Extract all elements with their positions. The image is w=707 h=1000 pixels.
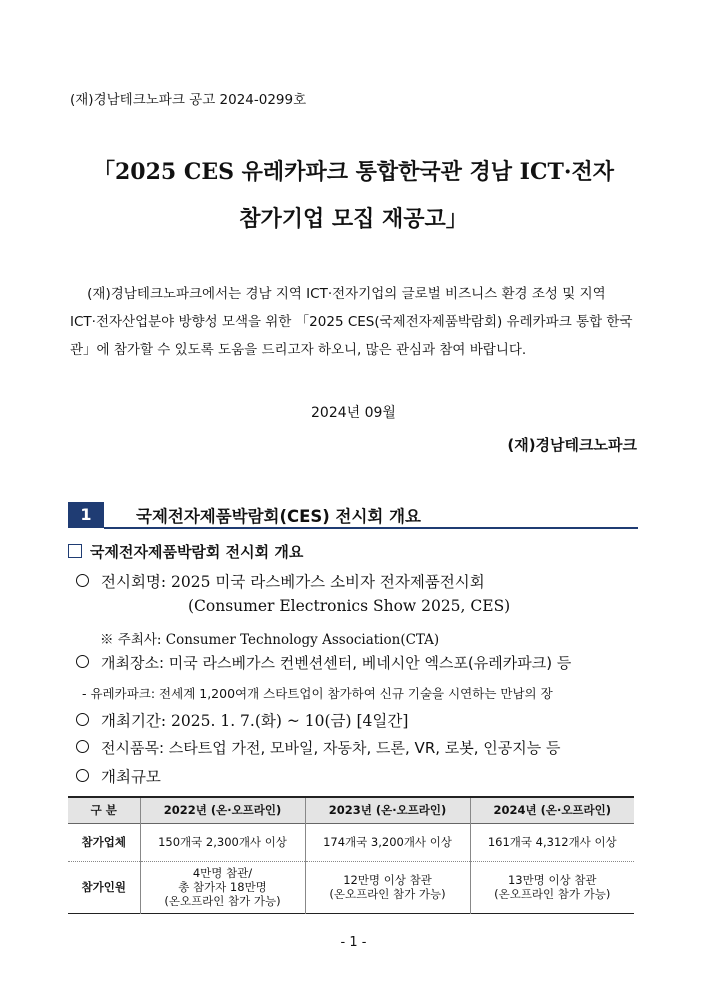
table-header: 2022년 (온·오프라인) (140, 797, 305, 823)
organization-name: (재)경남테크노파크 (507, 436, 637, 454)
cell-line: (온오프라인 참가 가능) (164, 894, 281, 908)
period: 개최기간: 2025. 1. 7.(화) ~ 10(금) [4일간] (101, 712, 409, 730)
document-title-line1: 「2025 CES 유레카파크 통합한국관 경남 ICT·전자 (92, 159, 615, 185)
intro-line: (재)경남테크노파크에서는 경남 지역 ICT·전자기업의 글로벌 비즈니스 환경 조성 및 지역 (70, 286, 606, 302)
announcement-date: 2024년 09월 (311, 405, 396, 421)
intro-line: ICT·전자산업분야 방향성 모색을 위한 「2025 CES(국제전자제품박람회) 유레카파크 통합 한국 (70, 314, 633, 330)
row-label: 참가인원 (81, 880, 126, 894)
table-cell: 161개국 4,312개사 이상 (470, 823, 634, 861)
list-item (68, 737, 561, 758)
cell-line: (온오프라인 참가 가능) (329, 887, 446, 901)
cell-line: (온오프라인 참가 가능) (494, 887, 611, 901)
products: 전시품목: 스타트업 가전, 모바일, 자동차, 드론, VR, 로봇, 인공지능 등 (101, 739, 561, 757)
table-cell: 174개국 3,200개사 이상 (305, 823, 470, 861)
section-number: 1 (68, 502, 104, 528)
cell-line: 13만명 이상 참관 (507, 873, 597, 887)
document-title-line2: 참가기업 모집 재공고」 (239, 206, 468, 232)
square-bullet-icon (68, 544, 82, 558)
table-row (68, 861, 634, 913)
section-title: 국제전자제품박람회(CES) 전시회 개요 (136, 507, 421, 526)
exhibition-name: 전시회명: 2025 미국 라스베가스 소비자 전자제품전시회 (101, 573, 485, 591)
subsection-title: 국제전자제품박람회 전시회 개요 (90, 543, 304, 561)
table-cell (305, 861, 470, 913)
section-header (68, 502, 638, 528)
table-cell (470, 861, 634, 913)
table-header: 구 분 (90, 803, 117, 818)
circle-bullet-icon (76, 574, 89, 587)
cell-line: 총 참가자 18만명 (178, 880, 267, 894)
table-cell: 150개국 2,300개사 이상 (140, 823, 305, 861)
cell-line: 12만명 이상 참관 (343, 873, 432, 887)
table-row (68, 823, 634, 861)
intro-line: 관」에 참가할 수 있도록 도움을 드리고자 하오니, 많은 관심과 참여 바랍니다. (70, 342, 527, 358)
row-label: 참가업체 (81, 835, 126, 849)
circle-bullet-icon (76, 740, 89, 753)
cell-line: 4만명 참관/ (192, 866, 253, 880)
scale-table (68, 796, 634, 914)
table-header: 2023년 (온·오프라인) (305, 797, 470, 823)
list-item (68, 765, 161, 787)
table-cell (140, 861, 305, 913)
venue: 개최장소: 미국 라스베가스 컨벤션센터, 베네시안 엑스포(유레카파크) 등 (101, 654, 572, 672)
eureka-park-note: - 유레카파크: 전세계 1,200여개 스타트업이 참가하여 신규 기술을 시연하는 만남의 장 (82, 686, 553, 701)
exhibition-name-english: (Consumer Electronics Show 2025, CES) (188, 597, 511, 615)
list-item (68, 570, 485, 592)
section-underline (104, 527, 638, 529)
table-header: 2024년 (온·오프라인) (470, 797, 634, 823)
list-item (68, 709, 408, 731)
intro-paragraph (70, 280, 640, 364)
host-note: ※ 주최사: Consumer Technology Association(CTA) (100, 632, 440, 648)
subsection-heading (68, 541, 303, 562)
circle-bullet-icon (76, 713, 89, 726)
circle-bullet-icon (76, 655, 89, 668)
list-item (68, 652, 571, 673)
scale-label: 개최규모 (101, 768, 161, 786)
page-number: - 1 - (340, 935, 367, 950)
table-header-row (68, 797, 634, 823)
notice-number: (재)경남테크노파크 공고 2024-0299호 (70, 92, 307, 108)
circle-bullet-icon (76, 769, 89, 782)
